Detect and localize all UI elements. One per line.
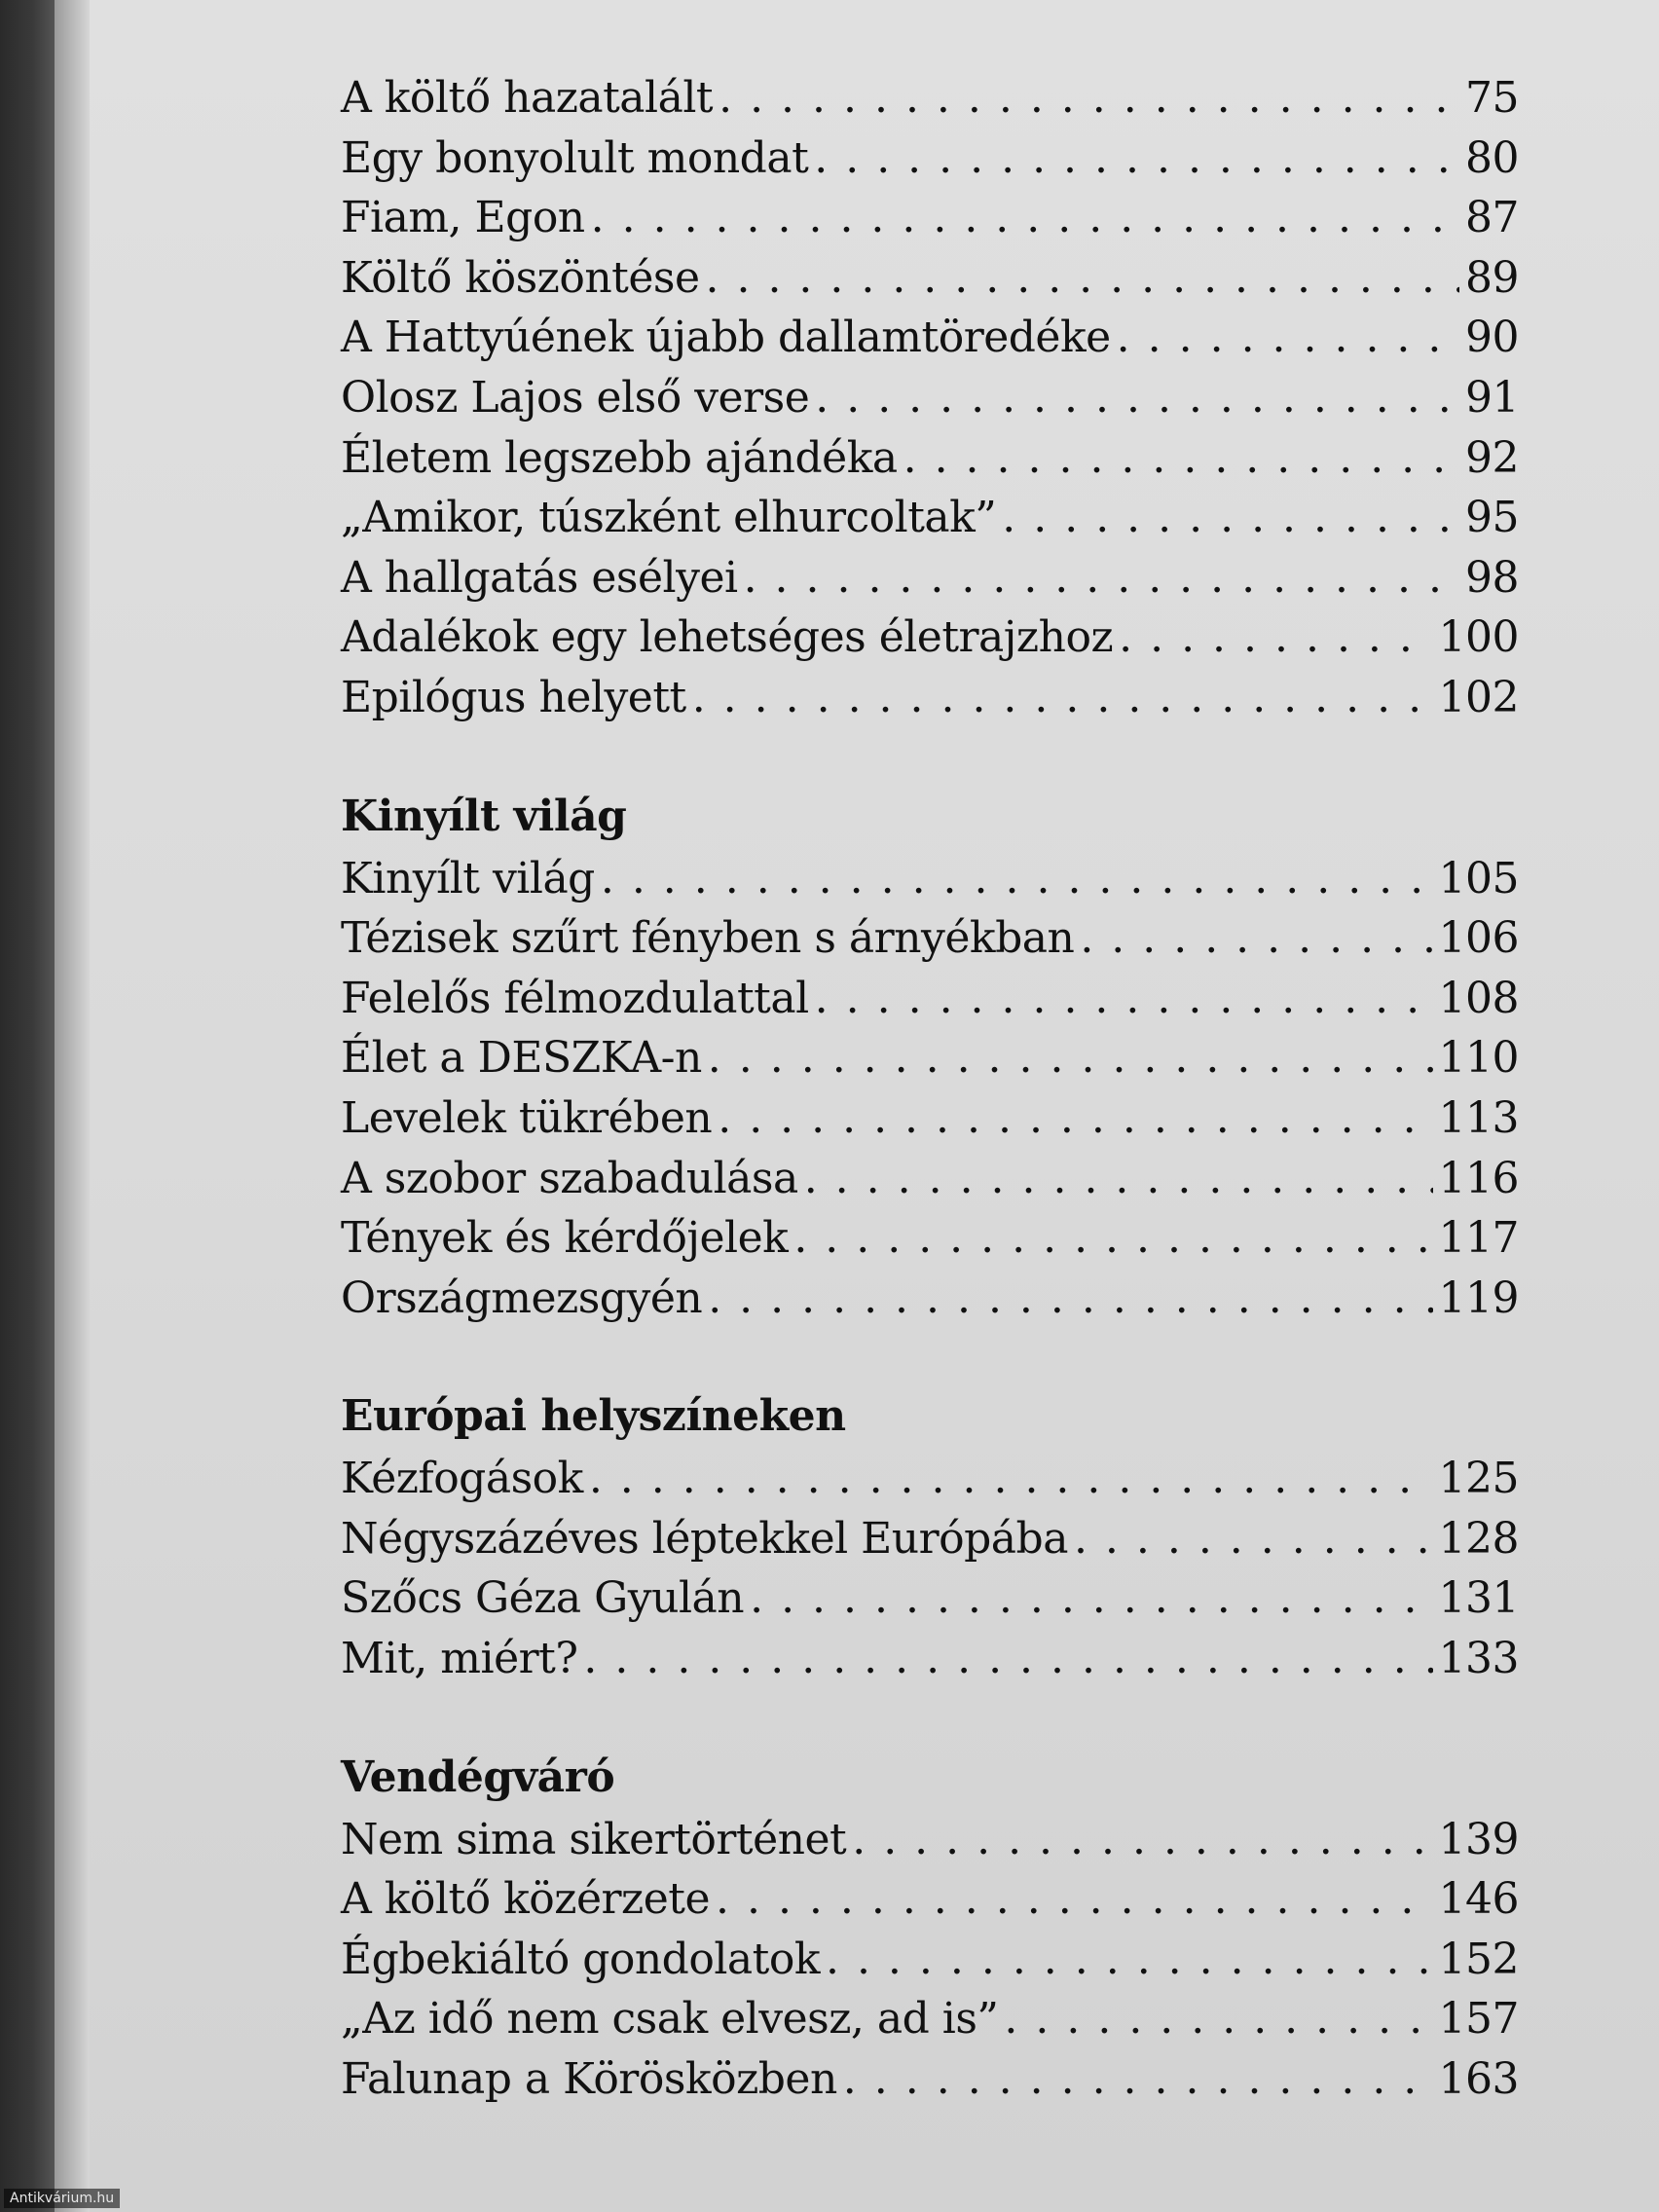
toc-entry: [341, 1568, 1519, 1629]
toc-entry: [341, 368, 1519, 428]
entry-title: „Az idő nem csak elvesz, ad is”: [341, 1994, 999, 2045]
entry-page-number: 90: [1465, 313, 1519, 363]
entry-page-number: 80: [1465, 132, 1519, 183]
dot-leader: [591, 188, 1459, 248]
toc-entry: [341, 129, 1519, 189]
entry-page-number: 133: [1438, 1634, 1519, 1684]
watermark: Antikvárium.hu: [4, 2189, 120, 2208]
dot-leader: [1074, 1509, 1433, 1569]
entry-title: Fiam, Egon: [341, 193, 585, 243]
section-heading: Vendégváró: [341, 1751, 615, 1802]
toc-entry: [341, 188, 1519, 248]
entry-title: Tények és kérdőjelek: [341, 1213, 789, 1264]
entry-page-number: 125: [1438, 1454, 1519, 1504]
dot-leader: [1117, 308, 1459, 368]
dot-leader: [719, 68, 1459, 129]
entry-title: Országmezsgyén: [341, 1272, 703, 1323]
dot-leader: [815, 368, 1459, 428]
entry-page-number: 152: [1438, 1934, 1519, 1984]
toc-entry: [341, 1149, 1519, 1209]
entry-title: Kinyílt világ: [341, 853, 595, 903]
toc-entry: [341, 248, 1519, 309]
toc-entry: [341, 2049, 1519, 2110]
dot-leader: [583, 1629, 1432, 1689]
dot-leader: [589, 1449, 1433, 1509]
toc-entry: [341, 68, 1519, 129]
entry-title: Egy bonyolult mondat: [341, 132, 809, 183]
toc-entry: [341, 849, 1519, 909]
entry-page-number: 105: [1438, 853, 1519, 903]
entry-page-number: 87: [1465, 193, 1519, 243]
toc-section: [341, 1388, 1519, 1688]
entry-page-number: 108: [1438, 973, 1519, 1023]
entry-page-number: 102: [1438, 672, 1519, 722]
toc-entry: [341, 1629, 1519, 1689]
toc-entry: [341, 1088, 1519, 1149]
dot-leader: [793, 1208, 1432, 1269]
entry-title: Olosz Lajos első verse: [341, 372, 810, 423]
dot-leader: [706, 248, 1460, 309]
book-spine: [0, 0, 55, 2212]
toc-entry: [341, 1028, 1519, 1088]
entry-page-number: 116: [1438, 1153, 1519, 1203]
entry-page-number: 163: [1438, 2054, 1519, 2105]
entry-title: Nem sima sikertörténet: [341, 1814, 847, 1864]
toc-entry: [341, 1810, 1519, 1870]
entry-page-number: 95: [1465, 493, 1519, 543]
toc-entry: [341, 668, 1519, 728]
dot-leader: [692, 668, 1433, 728]
entry-page-number: 100: [1438, 612, 1519, 663]
entry-title: Életem legszebb ajándéka: [341, 432, 898, 483]
entry-title: Felelős félmozdulattal: [341, 973, 809, 1023]
entry-page-number: 117: [1438, 1213, 1519, 1264]
entry-title: Adalékok egy lehetséges életrajzhoz: [341, 612, 1114, 663]
entry-title: A költő hazatalált: [341, 73, 714, 123]
toc-entry: [341, 1269, 1519, 1329]
entry-page-number: 110: [1438, 1033, 1519, 1084]
entry-page-number: 89: [1465, 252, 1519, 303]
toc-entry: [341, 308, 1519, 368]
toc-section: [341, 789, 1519, 1329]
dot-leader: [718, 1088, 1432, 1149]
dot-leader: [1080, 908, 1432, 969]
dot-leader: [804, 1149, 1433, 1209]
entry-page-number: 91: [1465, 372, 1519, 423]
dot-leader: [750, 1568, 1432, 1629]
entry-title: Élet a DESZKA-n: [341, 1033, 702, 1084]
entry-title: „Amikor, túszként elhurcoltak”: [341, 493, 997, 543]
entry-title: Négyszázéves léptekkel Európába: [341, 1513, 1068, 1564]
toc-section: [341, 68, 1519, 728]
page-gutter-shadow: [55, 0, 90, 2212]
dot-leader: [815, 969, 1433, 1029]
toc-section: [341, 1750, 1519, 2110]
entry-title: A Hattyúének újabb dallamtöredéke: [341, 313, 1111, 363]
toc-entry: [341, 1509, 1519, 1569]
toc-entry: [341, 969, 1519, 1029]
entry-title: Kézfogások: [341, 1454, 583, 1504]
toc-entry: [341, 608, 1519, 668]
toc-entry: [341, 1989, 1519, 2049]
dot-leader: [601, 849, 1433, 909]
entry-title: A hallgatás esélyei: [341, 552, 738, 603]
entry-page-number: 113: [1438, 1092, 1519, 1143]
entry-title: Levelek tükrében: [341, 1092, 713, 1143]
entry-page-number: 131: [1438, 1573, 1519, 1624]
entry-title: A költő közérzete: [341, 1874, 710, 1925]
toc-entry: [341, 488, 1519, 548]
toc-entry: [341, 1208, 1519, 1269]
entry-page-number: 157: [1438, 1994, 1519, 2045]
dot-leader: [852, 1810, 1432, 1870]
section-heading: Kinyílt világ: [341, 791, 627, 841]
dot-leader: [826, 1930, 1433, 1990]
entry-title: Tézisek szűrt fényben s árnyékban: [341, 913, 1075, 964]
entry-title: Mit, miért?: [341, 1634, 578, 1684]
entry-title: Költő köszöntése: [341, 252, 700, 303]
toc-entry: [341, 428, 1519, 489]
dot-leader: [814, 129, 1459, 189]
entry-page-number: 75: [1465, 73, 1519, 123]
dot-leader: [744, 548, 1459, 608]
dot-leader: [1002, 488, 1459, 548]
entry-page-number: 92: [1465, 432, 1519, 483]
toc-entry: [341, 1869, 1519, 1930]
dot-leader: [843, 2049, 1433, 2110]
entry-page-number: 146: [1438, 1874, 1519, 1925]
entry-title: Égbekiáltó gondolatok: [341, 1934, 820, 1984]
dot-leader: [716, 1869, 1433, 1930]
entry-page-number: 139: [1438, 1814, 1519, 1864]
toc-entry: [341, 908, 1519, 969]
toc-entry: [341, 1449, 1519, 1509]
entry-page-number: 128: [1438, 1513, 1519, 1564]
table-of-contents: [341, 68, 1519, 2110]
entry-title: Falunap a Körösközben: [341, 2054, 837, 2105]
toc-entry: [341, 548, 1519, 608]
dot-leader: [1119, 608, 1432, 668]
dot-leader: [903, 428, 1459, 489]
dot-leader: [708, 1028, 1433, 1088]
entry-title: Epilógus helyett: [341, 672, 686, 722]
toc-entry: [341, 1930, 1519, 1990]
entry-page-number: 119: [1438, 1272, 1519, 1323]
dot-leader: [1004, 1989, 1432, 2049]
entry-title: A szobor szabadulása: [341, 1153, 798, 1203]
dot-leader: [708, 1269, 1432, 1329]
entry-page-number: 98: [1465, 552, 1519, 603]
entry-title: Szőcs Géza Gyulán: [341, 1573, 745, 1624]
entry-page-number: 106: [1438, 913, 1519, 964]
section-heading: Európai helyszíneken: [341, 1391, 846, 1442]
